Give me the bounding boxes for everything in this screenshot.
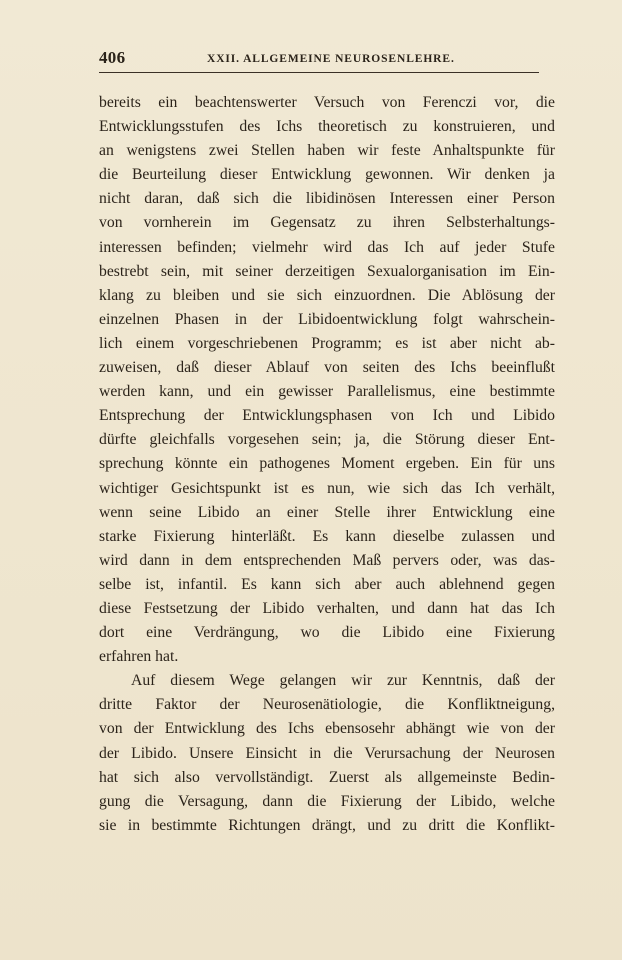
text-line: gung die Versagung, dann die Fixierung der Libido, welche: [99, 792, 555, 810]
text-line: sprechung könnte ein pathogenes Moment ergeben. Ein für uns: [99, 455, 555, 473]
text-line: dritte Faktor der Neurosenätiologie, die Konfliktneigung,: [99, 696, 555, 714]
text-line: wird dann in dem entsprechenden Maß pervers oder, was das-: [99, 551, 555, 569]
text-line: selbe ist, infantil. Es kann sich aber auch ablehnend gegen: [99, 575, 555, 593]
text-line: wichtiger Gesichtspunkt ist es nun, wie sich das Ich verhält,: [99, 479, 555, 497]
text-line: lich einem vorgeschriebenen Programm; es ist aber nicht ab-: [99, 334, 555, 352]
text-line: klang zu bleiben und sie sich einzuordnen. Die Ablösung der: [99, 286, 555, 304]
text-line: einzelnen Phasen in der Libidoentwicklung folgt wahrschein-: [99, 310, 555, 328]
text-line: dort eine Verdrängung, wo die Libido eine Fixierung: [99, 624, 555, 642]
text-line: bestrebt sein, mit seiner derzeitigen Sexualorganisation im Ein-: [99, 262, 555, 280]
text-line: zuweisen, daß dieser Ablauf von seiten des Ichs beeinflußt: [99, 359, 555, 377]
text-line: an wenigstens zwei Stellen haben wir feste Anhaltspunkte für: [99, 142, 555, 160]
text-line: dürfte gleichfalls vorgesehen sein; ja, die Störung dieser Ent-: [99, 431, 555, 449]
text-line: wenn seine Libido an einer Stelle ihrer Entwicklung eine: [99, 503, 555, 521]
text-line: der Libido. Unsere Einsicht in die Verursachung der Neurosen: [99, 744, 555, 762]
page-number: 406: [99, 48, 126, 67]
text-line: von der Entwicklung des Ichs ebensosehr abhängt wie von der: [99, 720, 555, 738]
text-line: Entsprechung der Entwicklungsphasen von Ich und Libido: [99, 407, 555, 425]
text-line: von vornherein im Gegensatz zu ihren Selbsterhaltungs-: [99, 214, 555, 232]
page-header: [99, 50, 539, 73]
text-line: sie in bestimmte Richtungen drängt, und zu dritt die Konflikt-: [99, 816, 555, 834]
text-line: interessen befinden; vielmehr wird das Ich auf jeder Stufe: [99, 238, 555, 256]
text-line: Entwicklungsstufen des Ichs theoretisch zu konstruieren, und: [99, 118, 555, 136]
text-line: hat sich also vervollständigt. Zuerst als allgemeinste Bedin-: [99, 768, 555, 786]
paragraph-1: [99, 91, 555, 669]
text-line: Auf diesem Wege gelangen wir zur Kenntnis, daß der: [131, 672, 555, 690]
text-line: nicht daran, daß sich die libidinösen Interessen einer Person: [99, 190, 555, 208]
text-line: werden kann, und ein gewisser Parallelismus, eine bestimmte: [99, 383, 555, 401]
text-line: bereits ein beachtenswerter Versuch von Ferenczi vor, die: [99, 94, 555, 111]
paragraph-2: [99, 669, 555, 838]
text-line: diese Festsetzung der Libido verhalten, und dann hat das Ich: [99, 599, 555, 617]
text-line: erfahren hat.: [99, 648, 179, 666]
text-line: starke Fixierung hinterläßt. Es kann dieselbe zulassen und: [99, 527, 555, 545]
body-text: [99, 91, 555, 838]
text-line: die Beurteilung dieser Entwicklung gewonnen. Wir denken ja: [99, 166, 555, 184]
running-title: XXII. ALLGEMEINE NEUROSENLEHRE.: [207, 53, 455, 65]
